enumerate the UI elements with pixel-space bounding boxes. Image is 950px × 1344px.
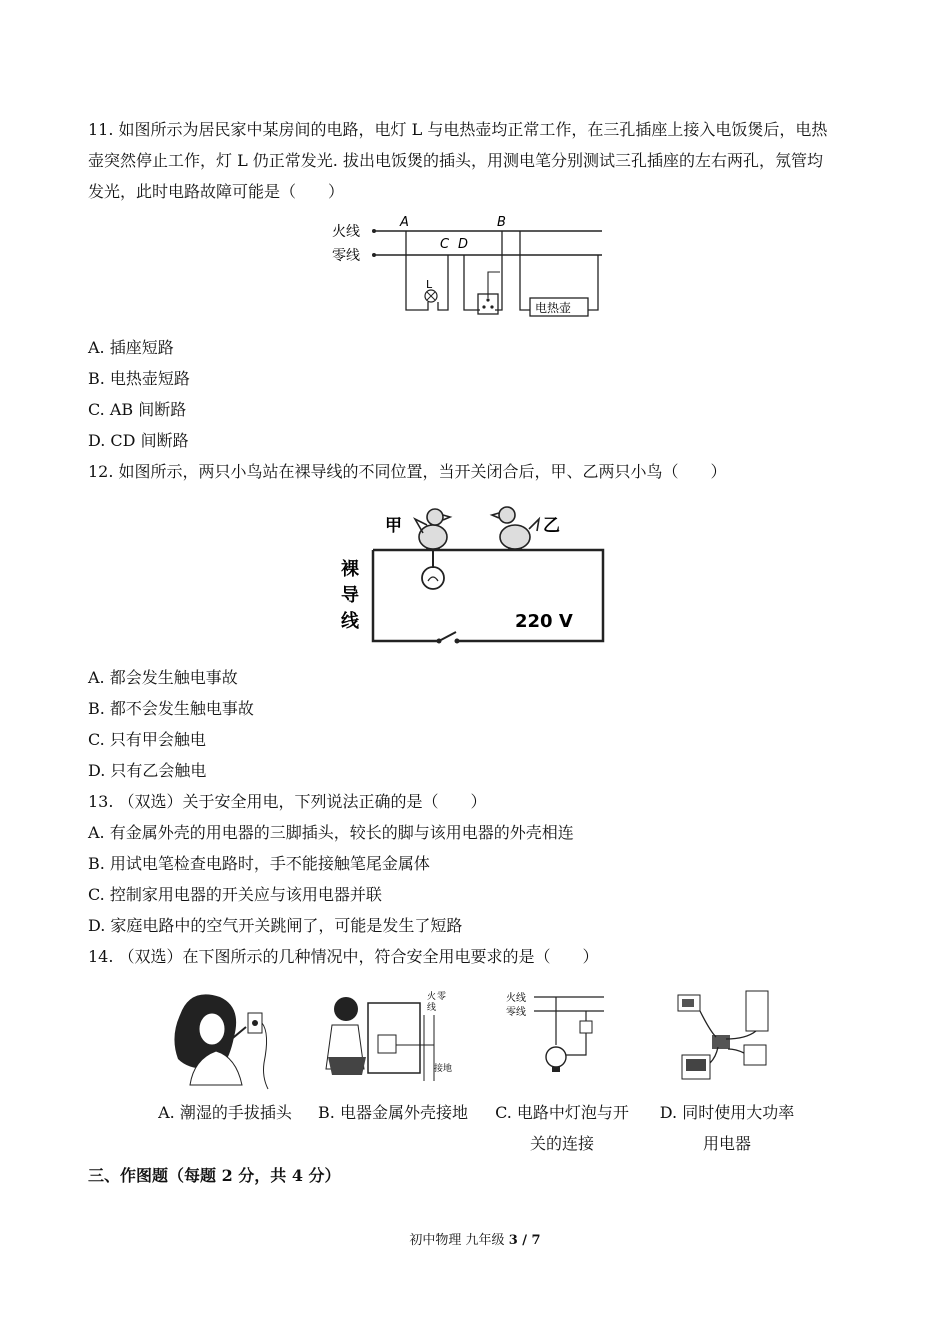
page-footer	[0, 1229, 950, 1248]
fig-b-ground: 接地	[434, 1064, 453, 1074]
bird-yi	[492, 507, 539, 551]
q13-option-a: A. 有金属外壳的用电器的三脚插头，较长的脚与该用电器的外壳相连	[88, 823, 574, 842]
q12-option-c: C. 只有甲会触电	[88, 730, 206, 749]
q11-stem-line-1: 11. 如图所示为居民家中某房间的电路，电灯 L 与电热壶均正常工作，在三孔插座上接入电饭煲后，电热	[88, 120, 828, 139]
q14-caption-c: C. 电路中灯泡与开 关的连接	[495, 1103, 629, 1153]
wire-label-3: 线	[341, 611, 359, 632]
q12-option-a: A. 都会发生触电事故	[88, 668, 238, 687]
q11-option-d: D. CD 间断路	[88, 431, 189, 450]
q12-option-d: D. 只有乙会触电	[88, 761, 207, 780]
bird-yi-label: 乙	[543, 516, 560, 536]
fig-b-wire: 线	[427, 1003, 437, 1013]
live-wire-label: 火线	[332, 224, 360, 240]
kettle-label: 电热壶	[535, 301, 572, 315]
point-d-label: D	[458, 237, 469, 252]
lamp-label: L	[426, 278, 433, 291]
fig-c-live: 火线	[506, 993, 526, 1004]
page-number: 3 / 7	[508, 1233, 541, 1248]
point-a-label: A	[400, 215, 409, 230]
footer-text: 初中物理 九年级	[409, 1233, 509, 1248]
q11-circuit-figure	[330, 210, 620, 330]
q11-stem-line-3: 发光，此时电路故障可能是（ ）	[88, 182, 345, 201]
q12-option-b: B. 都不会发生触电事故	[88, 699, 254, 718]
q14-stem: 14. （双选）在下图所示的几种情况中，符合安全用电要求的是（ ）	[88, 947, 599, 966]
fig-b-neutral: 零	[437, 992, 447, 1002]
fig-c-neutral: 零线	[506, 1007, 526, 1018]
q14-fig-a	[160, 985, 280, 1090]
q12-birds-figure	[335, 495, 625, 650]
q14-caption-a: A. 潮湿的手拔插头	[158, 1103, 292, 1122]
q11-option-b: B. 电热壶短路	[88, 369, 190, 388]
q14-fig-b	[310, 985, 460, 1090]
q11-option-c: C. AB 间断路	[88, 400, 187, 419]
section-3-heading: 三、作图题（每题 2 分，共 4 分）	[88, 1166, 341, 1185]
bird-jia	[415, 509, 450, 551]
bird-jia-label: 甲	[385, 516, 402, 536]
q12-stem: 12. 如图所示，两只小鸟站在裸导线的不同位置，当开关闭合后，甲、乙两只小鸟（ ）	[88, 462, 727, 481]
q14-fig-c	[500, 985, 610, 1090]
q11-option-a: A. 插座短路	[88, 338, 174, 357]
voltage-label: 220 V	[515, 611, 573, 632]
wire-label-2: 导	[341, 585, 359, 606]
wire-label-1: 裸	[341, 559, 359, 580]
fig-b-live: 火	[427, 992, 437, 1002]
q14-fig-d	[660, 985, 780, 1090]
q14-caption-b: B. 电器金属外壳接地	[318, 1103, 468, 1122]
q13-option-d: D. 家庭电路中的空气开关跳闸了，可能是发生了短路	[88, 916, 463, 935]
q11-stem-line-2: 壶突然停止工作，灯 L 仍正常发光. 拔出电饭煲的插头，用测电笔分别测试三孔插座的左右两孔，氖管均	[88, 151, 823, 170]
point-b-label: B	[497, 215, 506, 230]
q13-option-c: C. 控制家用电器的开关应与该用电器并联	[88, 885, 382, 904]
q13-stem: 13. （双选）关于安全用电，下列说法正确的是（ ）	[88, 792, 487, 811]
q14-caption-d: D. 同时使用大功率 用电器	[659, 1103, 795, 1153]
point-c-label: C	[440, 237, 450, 252]
q13-option-b: B. 用试电笔检查电路时，手不能接触笔尾金属体	[88, 854, 430, 873]
neutral-wire-label: 零线	[332, 248, 360, 264]
